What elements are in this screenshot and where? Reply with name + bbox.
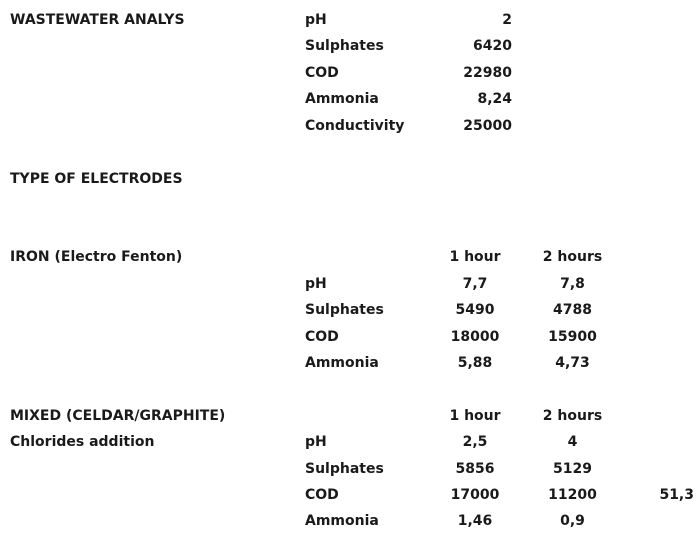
- iron-ph-label: pH: [305, 276, 327, 292]
- wastewater-ph-label: pH: [305, 12, 327, 28]
- mixed-subtitle: Chlorides addition: [10, 434, 155, 450]
- iron-ammonia-2h: 4,73: [555, 355, 590, 371]
- mixed-col-1hour: 1 hour: [449, 408, 501, 424]
- mixed-ph-label: pH: [305, 434, 327, 450]
- iron-cod-1h: 18000: [450, 329, 500, 345]
- wastewater-sulphates-value: 6420: [473, 38, 512, 54]
- iron-sulphates-label: Sulphates: [305, 302, 384, 318]
- iron-col-2hours: 2 hours: [542, 249, 603, 265]
- mixed-ammonia-2h: 0,9: [560, 513, 585, 529]
- iron-ammonia-1h: 5,88: [457, 355, 493, 371]
- wastewater-ph-value: 2: [502, 12, 512, 28]
- mixed-sulphates-label: Sulphates: [305, 461, 384, 477]
- iron-cod-label: COD: [305, 329, 339, 345]
- mixed-ammonia-label: Ammonia: [305, 513, 379, 529]
- wastewater-title: WASTEWATER ANALYS: [10, 12, 185, 28]
- mixed-title: MIXED (CELDAR/GRAPHITE): [10, 408, 226, 424]
- mixed-ammonia-1h: 1,46: [457, 513, 493, 529]
- mixed-sulphates-1h: 5856: [455, 461, 495, 477]
- iron-ph-2h: 7,8: [560, 276, 585, 292]
- iron-col-1hour: 1 hour: [449, 249, 501, 265]
- wastewater-cod-label: COD: [305, 65, 339, 81]
- mixed-sulphates-2h: 5129: [553, 461, 592, 477]
- wastewater-conductivity-label: Conductivity: [305, 118, 405, 134]
- mixed-col-2hours: 2 hours: [542, 408, 603, 424]
- iron-sulphates-1h: 5490: [455, 302, 495, 318]
- iron-title: IRON (Electro Fenton): [10, 249, 183, 265]
- mixed-cod-extra-value: 51,3: [659, 487, 694, 503]
- mixed-cod-label: COD: [305, 487, 339, 503]
- mixed-cod-1h: 17000: [450, 487, 500, 503]
- iron-ph-1h: 7,7: [462, 276, 488, 292]
- electrodes-heading: TYPE OF ELECTRODES: [10, 171, 183, 187]
- mixed-cod-2h: 11200: [548, 487, 597, 503]
- iron-sulphates-2h: 4788: [553, 302, 592, 318]
- mixed-ph-1h: 2,5: [462, 434, 488, 450]
- wastewater-cod-value: 22980: [463, 65, 512, 81]
- mixed-ph-2h: 4: [567, 434, 578, 450]
- wastewater-conductivity-value: 25000: [463, 118, 512, 134]
- wastewater-ammonia-label: Ammonia: [305, 91, 379, 107]
- iron-cod-2h: 15900: [548, 329, 597, 345]
- wastewater-sulphates-label: Sulphates: [305, 38, 384, 54]
- wastewater-ammonia-value: 8,24: [477, 91, 512, 107]
- iron-ammonia-label: Ammonia: [305, 355, 379, 371]
